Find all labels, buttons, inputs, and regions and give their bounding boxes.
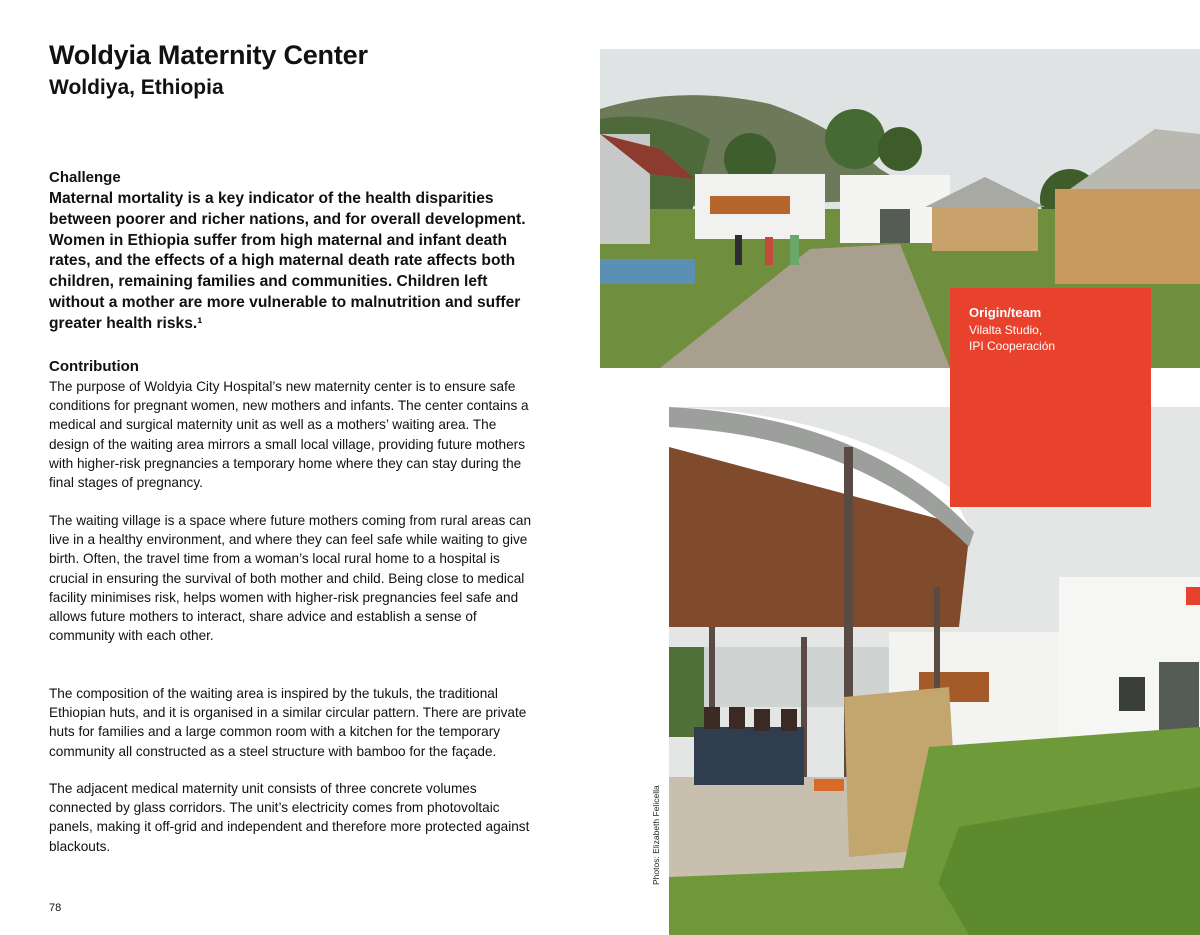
challenge-heading: Challenge	[49, 169, 121, 186]
contribution-paragraph-4: The adjacent medical maternity unit consists of three concrete volumes connected by glass corridors. The unit’s electricity comes from photovoltaic panels, making it off-grid and independent and therefore more protected against blackouts.	[49, 781, 530, 854]
origin-label: Origin/team	[969, 305, 1042, 320]
contribution-paragraph-2: The waiting village is a space where future mothers coming from rural areas can live in a healthy environment, and where they can feel safe while waiting to give birth. Often, the travel time from a woman’s local rural home to a hospital is crucial in ensuring the survival of both mother and child. Being close to medical facility minimises risk, helps women with higher-risk pregnancies feel safe and allows future mothers to interact, share advice and establish a sense of community with each other.	[49, 513, 532, 644]
contribution-paragraph-3: The composition of the waiting area is inspired by the tukuls, the traditional Ethiopian huts, and it is organised in a similar circular pattern. There are private huts for families and a large common room with a kitchen for the temporary community all constructed as a steel structure with bamboo for the façade.	[49, 686, 527, 759]
contribution-paragraph-1: The purpose of Woldyia City Hospital’s new maternity center is to ensure safe conditions for pregnant women, new mothers and infants. The center contains a medical and surgical maternity unit as well as a mothers’ waiting area. The design of the waiting area mirrors a small local village, providing future mothers with higher-risk pregnancies a temporary home where they can stay during the final stages of pregnancy.	[49, 379, 529, 491]
photo-credit: Photos: Elizabeth Felicella	[651, 785, 661, 885]
origin-team-line-1: Vilalta Studio,	[969, 323, 1043, 337]
challenge-body: Maternal mortality is a key indicator of the health disparities between poorer and richer nations, and for overall development. Women in Ethiopia suffer from high maternal and infant death rates, and the effects of a high maternal death rate affects both children, remaining families and communities. Children left without a mother are more vulnerable to malnutrition and suffer greater health risks.¹	[49, 190, 526, 332]
origin-team-line-2: IPI Cooperación	[969, 339, 1056, 353]
accent-tab	[1186, 587, 1200, 605]
page-subtitle: Woldiya, Ethiopia	[49, 76, 224, 99]
origin-team-box	[950, 288, 1151, 507]
page-number: 78	[49, 902, 62, 914]
contribution-heading: Contribution	[49, 358, 139, 375]
page-title: Woldyia Maternity Center	[49, 40, 368, 70]
